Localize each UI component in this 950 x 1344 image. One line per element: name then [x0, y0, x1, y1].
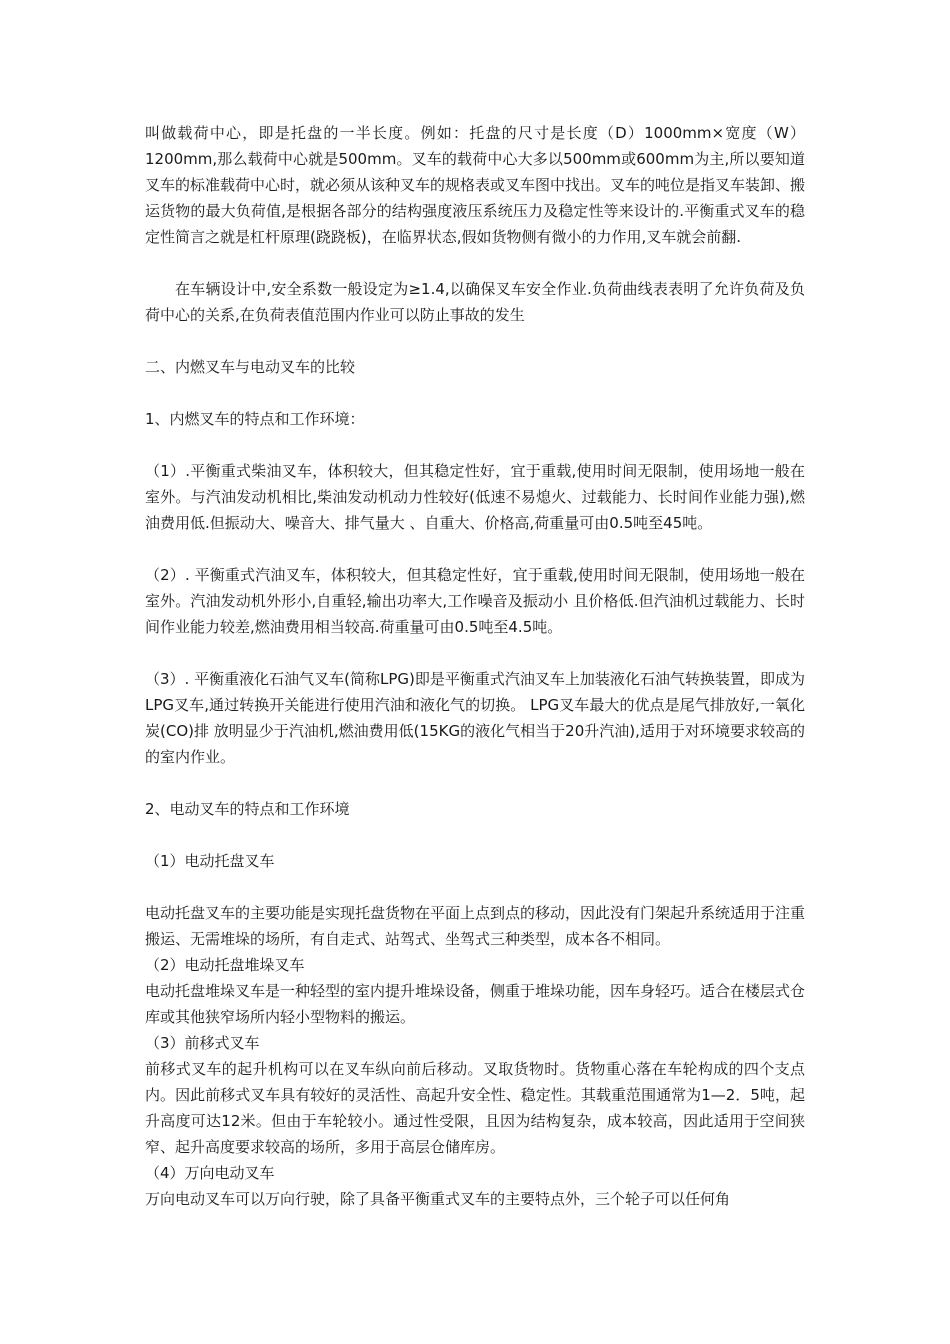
- paragraph-multidirectional-forklift: 万向电动叉车可以万向行驶，除了具备平衡重式叉车的主要特点外，三个轮子可以任何角: [145, 1190, 731, 1208]
- paragraph-electric-pallet-truck: 电动托盘叉车的主要功能是实现托盘货物在平面上点到点的移动，因此没有门架起升系统适用于注重搬运、无需堆垛的场所，有自走式、站驾式、坐驾式三种类型，成本各不相同。: [145, 904, 806, 948]
- paragraph-load-center: 叫做载荷中心，即是托盘的一半长度。例如：托盘的尺寸是长度（D）1000mm×宽度（W）1200mm,那么载荷中心就是500mm。叉车的载荷中心大多以500mm或600mm为主,所以要知道叉车的标准载荷中心时，就必须从该种叉车的规格表或叉车图中找出。叉车的吨位是指叉车装卸、搬运货物的最大负荷值,是根据各部分的结构强度液压系统压力及稳定性等来设计的.平衡重式叉车的稳定性简言之就是杠杆原理(跷跷板)，在临界状态,假如货物侧有微小的力作用,叉车就会前翻.: [145, 124, 806, 246]
- paragraph-electric-stacker: 电动托盘堆垛叉车是一种轻型的室内提升堆垛设备，侧重于堆垛功能，因车身轻巧。适合在楼层式仓库或其他狭窄场所内轻小型物料的搬运。: [145, 982, 806, 1026]
- item-heading-reach-truck: （3）前移式叉车: [145, 1034, 260, 1052]
- paragraph-diesel-forklift: （1）.平衡重式柴油叉车，体积较大，但其稳定性好，宜于重载,使用时间无限制，使用场地一般在室外。与汽油发动机相比,柴油发动机动力性较好(低速不易熄火、过载能力、长时间作业能力强),燃油费用低.但振动大、噪音大、排气量大 、自重大、价格高,荷重量可由0.5吨至45吨。: [145, 462, 805, 532]
- paragraph-safety-factor: 在车辆设计中,安全系数一般设定为≥1.4,以确保叉车安全作业.负荷曲线表表明了允许负荷及负荷中心的关系,在负荷表值范围内作业可以防止事故的发生: [145, 280, 805, 324]
- subsection-heading-electric-forklift: 2、电动叉车的特点和工作环境: [145, 800, 350, 818]
- section-heading-comparison: 二、内燃叉车与电动叉车的比较: [145, 358, 356, 376]
- item-heading-multidirectional-forklift: （4）万向电动叉车: [145, 1164, 275, 1182]
- subsection-heading-ic-forklift: 1、内燃叉车的特点和工作环境：: [145, 410, 365, 428]
- paragraph-reach-truck: 前移式叉车的起升机构可以在叉车纵向前后移动。叉取货物时。货物重心落在车轮构成的四个支点内。因此前移式叉车具有较好的灵活性、高起升安全性、稳定性。其载重范围通常为1—2．5吨，起升高度可达12米。但由于车轮较小。通过性受限，且因为结构复杂，成本较高，因此适用于空间狭窄、起升高度要求较高的场所，多用于高层仓储库房。: [145, 1060, 805, 1156]
- item-heading-electric-stacker: （2）电动托盘堆垛叉车: [145, 956, 305, 974]
- paragraph-gasoline-forklift: （2）. 平衡重式汽油叉车，体积较大，但其稳定性好，宜于重载,使用时间无限制，使用场地一般在室外。汽油发动机外形小,自重轻,输出功率大,工作噪音及振动小 且价格低.但汽油机过载能力、长时间作业能力较差,燃油费用相当较高.荷重量可由0.5吨至4.5吨。: [145, 566, 805, 636]
- item-heading-electric-pallet-truck: （1）电动托盘叉车: [145, 852, 275, 870]
- document-body: [145, 120, 805, 1212]
- paragraph-lpg-forklift: （3）. 平衡重液化石油气叉车(简称LPG)即是平衡重式汽油叉车上加装液化石油气转换装置，即成为LPG叉车,通过转换开关能进行使用汽油和液化气的切换。 LPG叉车最大的优点是尾气排放好,一氧化炭(CO)排 放明显少于汽油机,燃油费用低(15KG的液化气相当于20升汽油),适用于对环境要求较高的的室内作业。: [145, 670, 805, 766]
